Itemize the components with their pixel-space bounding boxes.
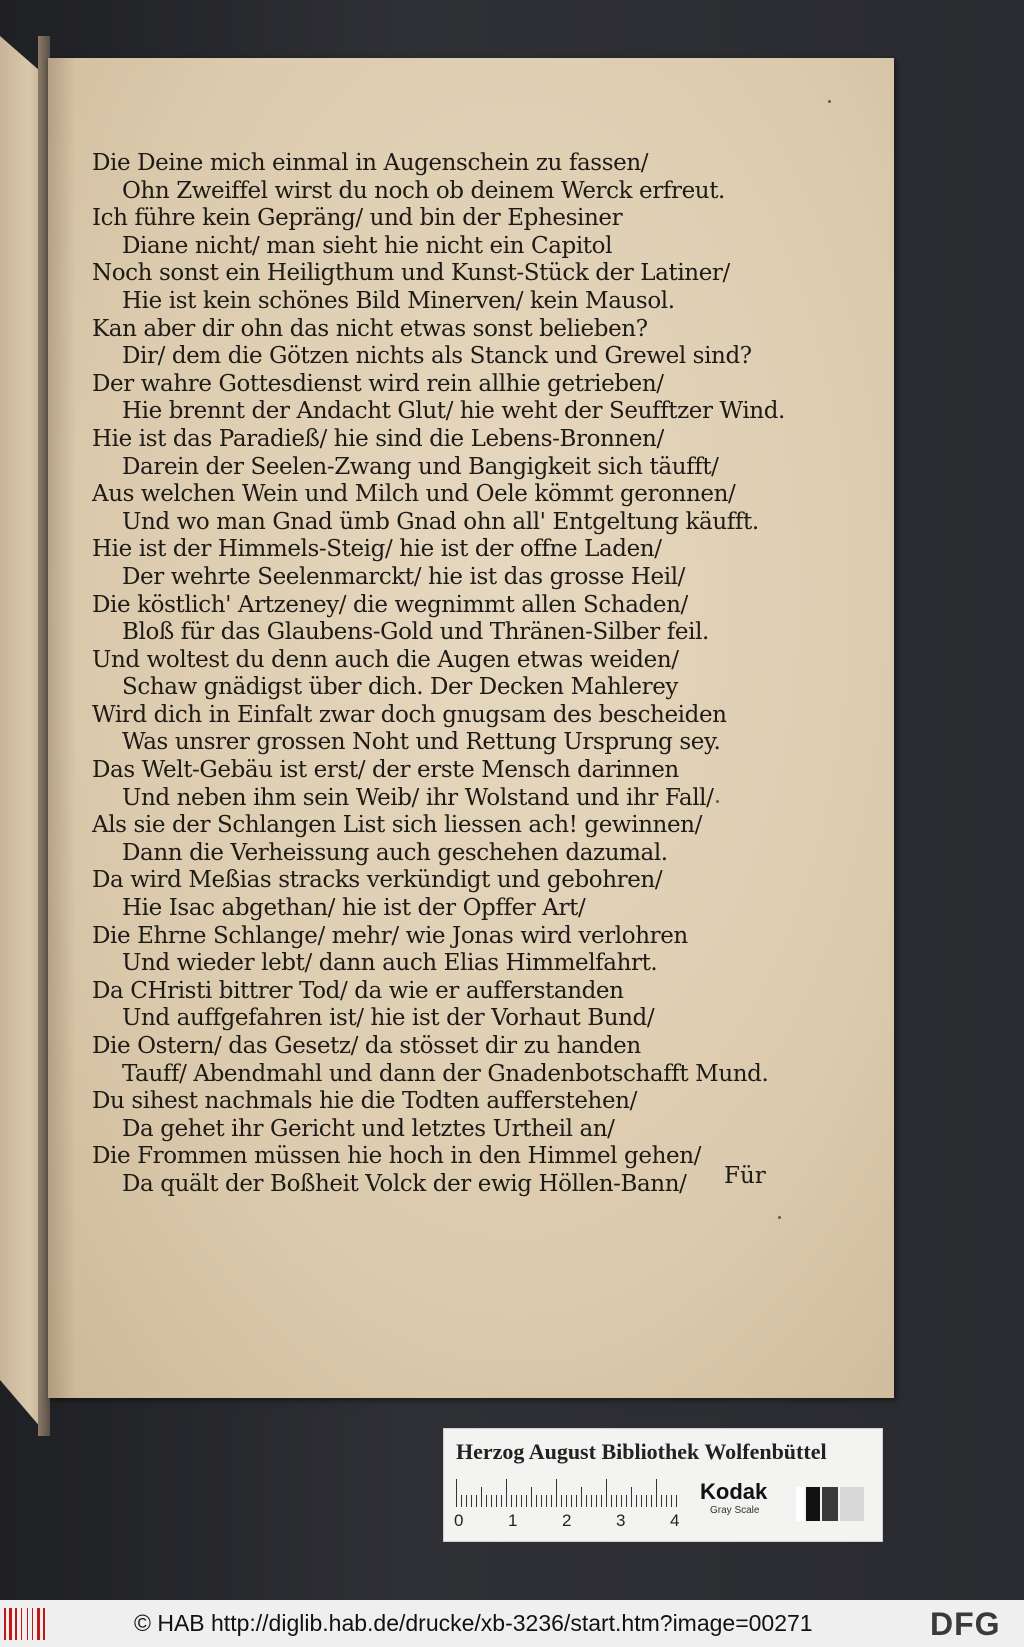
text-line: Ohn Zweiffel wirst du noch ob deinem Werck erfreut. xyxy=(122,177,725,204)
text-line: Da wird Meßias stracks verkündigt und gebohren/ xyxy=(92,867,663,894)
barcode-bar xyxy=(27,1608,28,1640)
ruler-tick xyxy=(531,1487,532,1507)
ruler-tick xyxy=(666,1495,667,1507)
ruler-tick xyxy=(516,1495,517,1507)
text-line: Die Ostern/ das Gesetz/ da stösset dir zu handen xyxy=(92,1033,641,1059)
ruler-tick xyxy=(651,1495,652,1507)
text-line: Darein der Seelen-Zwang und Bangigkeit sich täufft/ xyxy=(122,453,719,480)
barcode-bar xyxy=(32,1608,33,1640)
barcode-bar xyxy=(4,1608,6,1640)
text-line: Kan aber dir ohn das nicht etwas sonst belieben? xyxy=(92,315,648,342)
gray-patch-white xyxy=(796,1487,804,1521)
ruler-tick xyxy=(471,1495,472,1507)
ruler-tick xyxy=(591,1495,592,1507)
ruler-tick xyxy=(491,1495,492,1507)
text-line: Als sie der Schlangen List sich liessen ach! gewinnen/ xyxy=(92,812,702,839)
gray-patch-black xyxy=(806,1487,820,1521)
text-line: Dann die Verheissung auch geschehen dazumal. xyxy=(122,839,668,866)
text-line: Hie ist das Paradieß/ hie sind die Lebens-Bronnen/ xyxy=(92,425,664,452)
kodak-subtitle: Gray Scale xyxy=(710,1505,760,1516)
ruler-tick xyxy=(596,1495,597,1507)
ruler-tick xyxy=(541,1495,542,1507)
poem-text xyxy=(92,150,852,1199)
barcode-bar xyxy=(21,1608,22,1640)
text-line: Hie brennt der Andacht Glut/ hie weht der Seufftzer Wind. xyxy=(122,398,785,425)
text-line: Wird dich in Einfalt zwar doch gnugsam des bescheiden xyxy=(92,701,727,728)
text-line: Da CHristi bittrer Tod/ da wie er aufferstanden xyxy=(92,977,624,1004)
text-line: Tauff/ Abendmahl und dann der Gnadenbotschafft Mund. xyxy=(122,1060,769,1087)
text-line: Der wehrte Seelenmarckt/ hie ist das grosse Heil/ xyxy=(122,563,686,590)
ruler-tick xyxy=(526,1495,527,1507)
ruler-tick xyxy=(611,1495,612,1507)
ruler-tick xyxy=(616,1495,617,1507)
ruler-tick xyxy=(496,1495,497,1507)
library-name: Herzog August Bibliothek Wolfenbüttel xyxy=(456,1439,827,1464)
ruler-tick xyxy=(566,1495,567,1507)
ruler-tick xyxy=(521,1495,522,1507)
color-target-card xyxy=(443,1428,883,1542)
ruler-tick xyxy=(621,1495,622,1507)
barcode-icon xyxy=(4,1608,48,1640)
text-line: Aus welchen Wein und Milch und Oele kömmt geronnen/ xyxy=(92,481,736,508)
ruler-tick xyxy=(631,1487,632,1507)
ruler-tick xyxy=(676,1495,677,1507)
text-line: Der wahre Gottesdienst wird rein allhie getrieben/ xyxy=(92,370,664,397)
ruler-tick xyxy=(656,1479,657,1507)
text-line: Noch sonst ein Heiligthum und Kunst-Stück der Latiner/ xyxy=(92,260,730,287)
ruler-tick xyxy=(511,1495,512,1507)
ruler-tick xyxy=(476,1495,477,1507)
text-line: Ich führe kein Gepräng/ und bin der Ephesiner xyxy=(92,205,623,232)
text-line: Dir/ dem die Götzen nichts als Stanck und Grewel sind? xyxy=(122,343,752,370)
paper-speck xyxy=(778,1216,781,1219)
copyright-url[interactable]: © HAB http://diglib.hab.de/drucke/xb-3236/start.htm?image=00271 xyxy=(134,1610,813,1636)
ruler-tick xyxy=(646,1495,647,1507)
ruler-tick xyxy=(461,1495,462,1507)
text-line: Und wieder lebt/ dann auch Elias Himmelfahrt. xyxy=(122,950,658,977)
gray-patch-light xyxy=(840,1487,864,1521)
ruler-tick xyxy=(506,1479,507,1507)
text-line: Hie Isac abgethan/ hie ist der Opffer Art/ xyxy=(122,895,586,922)
ruler-tick xyxy=(641,1495,642,1507)
ruler-tick xyxy=(456,1479,457,1507)
ruler-tick xyxy=(601,1495,602,1507)
catchword: Für xyxy=(724,1163,766,1189)
text-line: Hie ist kein schönes Bild Minerven/ kein Mausol. xyxy=(122,287,675,314)
ruler-number: 0 xyxy=(454,1511,464,1530)
ruler-number: 1 xyxy=(508,1511,518,1530)
text-line: Da gehet ihr Gericht und letztes Urtheil an/ xyxy=(122,1115,615,1142)
text-line: Die Ehrne Schlange/ mehr/ wie Jonas wird verlohren xyxy=(92,922,688,949)
text-line: Und woltest du denn auch die Augen etwas weiden/ xyxy=(92,646,679,673)
paper-speck xyxy=(716,800,719,803)
paper-speck xyxy=(828,100,831,103)
document-page xyxy=(48,58,894,1398)
ruler-numbers xyxy=(456,1511,696,1533)
ruler-tick xyxy=(486,1495,487,1507)
barcode-bar xyxy=(43,1608,45,1640)
text-line: Und auffgefahren ist/ hie ist der Vorhaut Bund/ xyxy=(122,1005,655,1032)
dfg-logo: DFG xyxy=(930,1606,1001,1642)
text-line: Du sihest nachmals hie die Todten aufferstehen/ xyxy=(92,1088,637,1115)
text-line: Hie ist der Himmels-Steig/ hie ist der offne Laden/ xyxy=(92,536,662,563)
ruler-tick xyxy=(466,1495,467,1507)
ruler-tick xyxy=(581,1487,582,1507)
text-line: Die Deine mich einmal in Augenschein zu fassen/ xyxy=(92,150,649,176)
scale-ruler xyxy=(456,1477,680,1507)
ruler-tick xyxy=(481,1487,482,1507)
text-line: Die Frommen müssen hie hoch in den Himmel gehen/ xyxy=(92,1143,701,1170)
text-line: Und wo man Gnad ümb Gnad ohn all' Entgeltung käufft. xyxy=(122,508,759,535)
ruler-tick xyxy=(571,1495,572,1507)
ruler-tick xyxy=(636,1495,637,1507)
ruler-tick xyxy=(606,1479,607,1507)
gray-patch-dark xyxy=(822,1487,838,1521)
ruler-tick xyxy=(661,1495,662,1507)
kodak-logo: Kodak xyxy=(700,1479,768,1504)
text-line: Diane nicht/ man sieht hie nicht ein Capitol xyxy=(122,232,613,259)
ruler-tick xyxy=(586,1495,587,1507)
text-line: Und neben ihm sein Weib/ ihr Wolstand und ihr Fall/ xyxy=(122,784,714,811)
ruler-number: 2 xyxy=(562,1511,572,1530)
barcode-bar xyxy=(15,1608,17,1640)
ruler-number: 4 xyxy=(670,1511,680,1530)
ruler-tick xyxy=(536,1495,537,1507)
footer-bar xyxy=(0,1600,1024,1647)
text-line: Was unsrer grossen Noht und Rettung Ursprung sey. xyxy=(122,729,721,756)
text-line: Die köstlich' Artzeney/ die wegnimmt allen Schaden/ xyxy=(92,591,688,618)
ruler-tick xyxy=(626,1495,627,1507)
text-line: Bloß für das Glaubens-Gold und Thränen-Silber feil. xyxy=(122,619,709,646)
ruler-tick xyxy=(501,1495,502,1507)
ruler-number: 3 xyxy=(616,1511,626,1530)
barcode-bar xyxy=(37,1608,40,1640)
ruler-tick xyxy=(561,1495,562,1507)
ruler-tick xyxy=(556,1479,557,1507)
text-line: Da quält der Boßheit Volck der ewig Höllen-Bann/ xyxy=(122,1170,687,1197)
text-line: Das Welt-Gebäu ist erst/ der erste Mensch darinnen xyxy=(92,757,679,784)
ruler-tick xyxy=(576,1495,577,1507)
ruler-tick xyxy=(546,1495,547,1507)
ruler-tick xyxy=(671,1495,672,1507)
ruler-tick xyxy=(551,1495,552,1507)
text-line: Schaw gnädigst über dich. Der Decken Mahlerey xyxy=(122,674,679,701)
barcode-bar xyxy=(9,1608,12,1640)
